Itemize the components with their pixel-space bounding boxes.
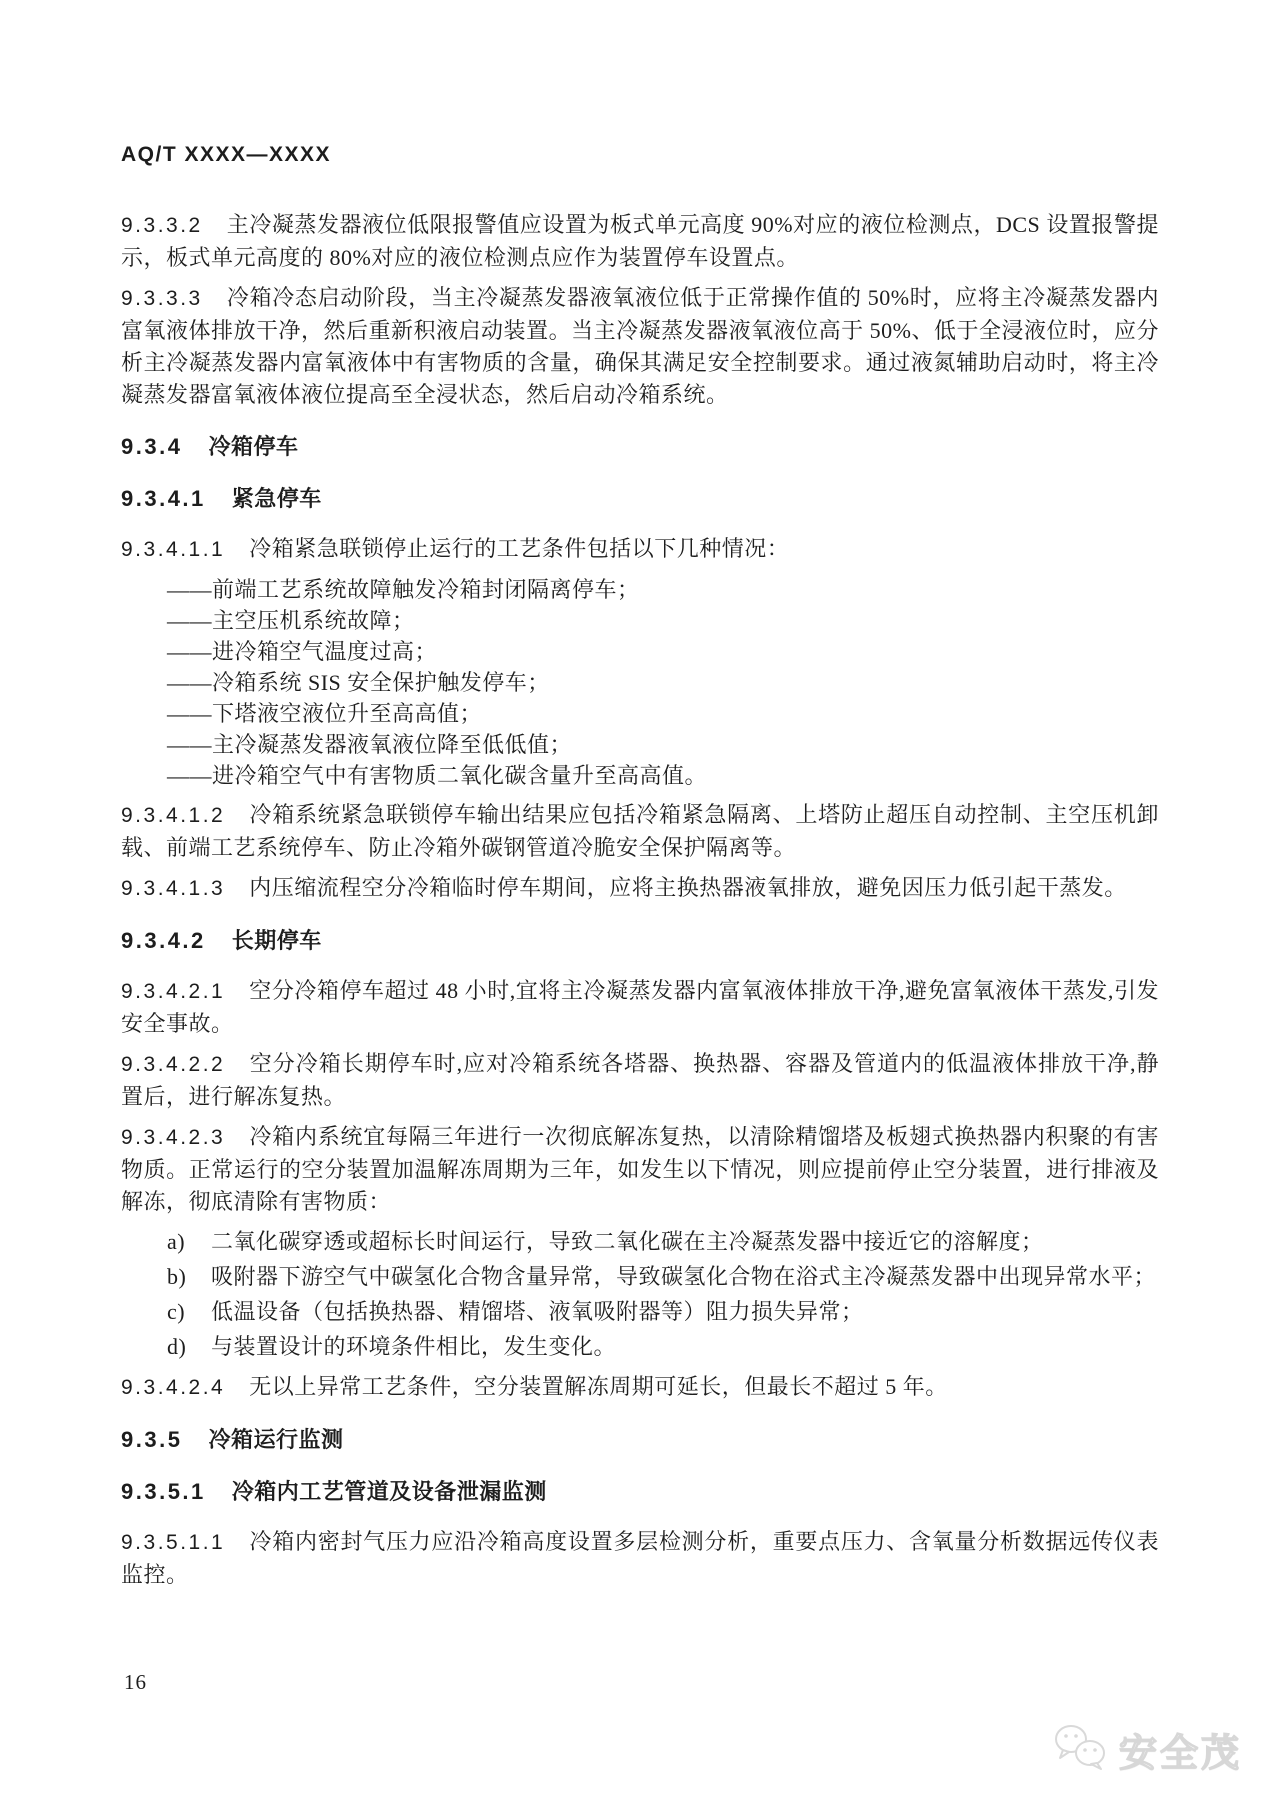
clause-number: 9.3.4.2.3 — [121, 1126, 226, 1149]
clause-text: 冷箱内密封气压力应沿冷箱高度设置多层检测分析，重要点压力、含氧量分析数据远传仪表监控。 — [121, 1529, 1159, 1587]
clause-number: 9.3.4.1.2 — [121, 804, 226, 827]
list-item — [121, 1296, 1159, 1328]
list-item — [121, 1261, 1159, 1293]
clause-text: 冷箱内系统宜每隔三年进行一次彻底解冻复热，以清除精馏塔及板翅式换热器内积聚的有害物质。正常运行的空分装置加温解冻周期为三年，如发生以下情况，则应提前停止空分装置，进行排液及解冻，彻底清除有害物质： — [121, 1124, 1159, 1214]
list-item-label: a) — [167, 1229, 186, 1254]
clause-9.3.4.1.3 — [121, 872, 1159, 905]
list-item-label: b) — [167, 1264, 187, 1289]
heading-title: 冷箱内工艺管道及设备泄漏监测 — [231, 1479, 547, 1504]
clause-text: 空分冷箱停车超过 48 小时,宜将主冷凝蒸发器内富氧液体排放干净,避免富氧液体干蒸发,引发安全事故。 — [121, 978, 1159, 1036]
clause-9.3.4.2.1 — [121, 975, 1159, 1040]
list-item: ——主冷凝蒸发器液氧液位降至低低值； — [167, 732, 573, 757]
clause-9.3.4.1.1 — [121, 533, 1159, 566]
heading-9.3.5 — [121, 1424, 1159, 1456]
clause-text: 冷箱系统紧急联锁停车输出结果应包括冷箱紧急隔离、上塔防止超压自动控制、主空压机卸载、前端工艺系统停车、防止冷箱外碳钢管道冷脆安全保护隔离等。 — [121, 802, 1159, 860]
list-item — [121, 1331, 1159, 1363]
watermark-label: 安全茂 — [1118, 1733, 1242, 1775]
clause-text: 内压缩流程空分冷箱临时停车期间，应将主换热器液氧排放，避免因压力低引起干蒸发。 — [249, 875, 1127, 900]
emergency-shutdown-conditions-list — [121, 574, 1159, 791]
heading-number: 9.3.5.1 — [121, 1479, 206, 1504]
list-item-text: 与装置设计的环境条件相比，发生变化。 — [211, 1334, 617, 1359]
clause-text: 冷箱紧急联锁停止运行的工艺条件包括以下几种情况： — [249, 536, 790, 561]
heading-number: 9.3.5 — [121, 1427, 183, 1452]
heading-title: 冷箱停车 — [208, 434, 299, 459]
list-item: ——冷箱系统 SIS 安全保护触发停车； — [167, 670, 550, 695]
list-item-label: d) — [167, 1334, 187, 1359]
list-item-label: c) — [167, 1299, 186, 1324]
clause-9.3.4.1.2 — [121, 799, 1159, 864]
list-item: ——前端工艺系统故障触发冷箱封闭隔离停车； — [167, 577, 640, 602]
heading-9.3.5.1 — [121, 1476, 1159, 1508]
heading-9.3.4.2 — [121, 925, 1159, 957]
clause-number: 9.3.4.1.1 — [121, 538, 226, 561]
heading-number: 9.3.4.2 — [121, 928, 206, 953]
list-item — [121, 1226, 1159, 1258]
clause-number: 9.3.3.2 — [121, 214, 203, 237]
heading-9.3.4 — [121, 431, 1159, 463]
standard-number-header: AQ/T XXXX—XXXX — [121, 143, 332, 166]
watermark — [1053, 1722, 1242, 1777]
clause-number: 9.3.3.3 — [121, 287, 203, 310]
list-item-text: 低温设备（包括换热器、精馏塔、液氧吸附器等）阻力损失异常； — [211, 1299, 864, 1324]
clause-9.3.3.2 — [121, 209, 1159, 274]
clause-9.3.4.2.2 — [121, 1048, 1159, 1113]
clause-text: 主冷凝蒸发器液位低限报警值应设置为板式单元高度 90%对应的液位检测点，DCS 设置报警提示，板式单元高度的 80%对应的液位检测点应作为装置停车设置点。 — [121, 212, 1159, 270]
heading-9.3.4.1 — [121, 483, 1159, 515]
clause-9.3.3.3 — [121, 282, 1159, 411]
thaw-conditions-list — [121, 1226, 1159, 1363]
clause-text: 无以上异常工艺条件，空分装置解冻周期可延长，但最长不超过 5 年。 — [249, 1374, 948, 1399]
heading-number: 9.3.4 — [121, 434, 183, 459]
heading-title: 长期停车 — [231, 928, 322, 953]
list-item-text: 二氧化碳穿透或超标长时间运行，导致二氧化碳在主冷凝蒸发器中接近它的溶解度； — [211, 1229, 1044, 1254]
clause-number: 9.3.4.2.1 — [121, 980, 226, 1003]
heading-title: 冷箱运行监测 — [208, 1427, 344, 1452]
list-item: ——进冷箱空气温度过高； — [167, 639, 438, 664]
list-item: ——下塔液空液位升至高高值； — [167, 701, 483, 726]
clause-text: 冷箱冷态启动阶段，当主冷凝蒸发器液氧液位低于正常操作值的 50%时，应将主冷凝蒸发器内富氧液体排放干净，然后重新积液启动装置。当主冷凝蒸发器液氧液位高于 50%、低于全浸液位时，应分析主冷凝蒸发器内富氧液体中有害物质的含量，确保其满足安全控制要求。通过液氮辅助启动时，将主冷凝蒸发器富氧液体液位提高至全浸状态，然后启动冷箱系统。 — [121, 285, 1159, 407]
clause-number: 9.3.4.1.3 — [121, 877, 226, 900]
heading-title: 紧急停车 — [231, 486, 322, 511]
clause-number: 9.3.5.1.1 — [121, 1531, 226, 1554]
clause-9.3.5.1.1 — [121, 1526, 1159, 1591]
list-item-text: 吸附器下游空气中碳氢化合物含量异常，导致碳氢化合物在浴式主冷凝蒸发器中出现异常水平； — [211, 1264, 1157, 1289]
wechat-icon — [1053, 1723, 1109, 1776]
clause-9.3.4.2.4 — [121, 1371, 1159, 1404]
list-item: ——主空压机系统故障； — [167, 608, 415, 633]
heading-number: 9.3.4.1 — [121, 486, 206, 511]
clause-text: 空分冷箱长期停车时,应对冷箱系统各塔器、换热器、容器及管道内的低温液体排放干净,静置后，进行解冻复热。 — [121, 1051, 1159, 1109]
page-number: 16 — [124, 1670, 147, 1694]
list-item: ——进冷箱空气中有害物质二氧化碳含量升至高高值。 — [167, 763, 708, 788]
clause-number: 9.3.4.2.4 — [121, 1376, 226, 1399]
clause-9.3.4.2.3 — [121, 1121, 1159, 1218]
clause-number: 9.3.4.2.2 — [121, 1053, 226, 1076]
